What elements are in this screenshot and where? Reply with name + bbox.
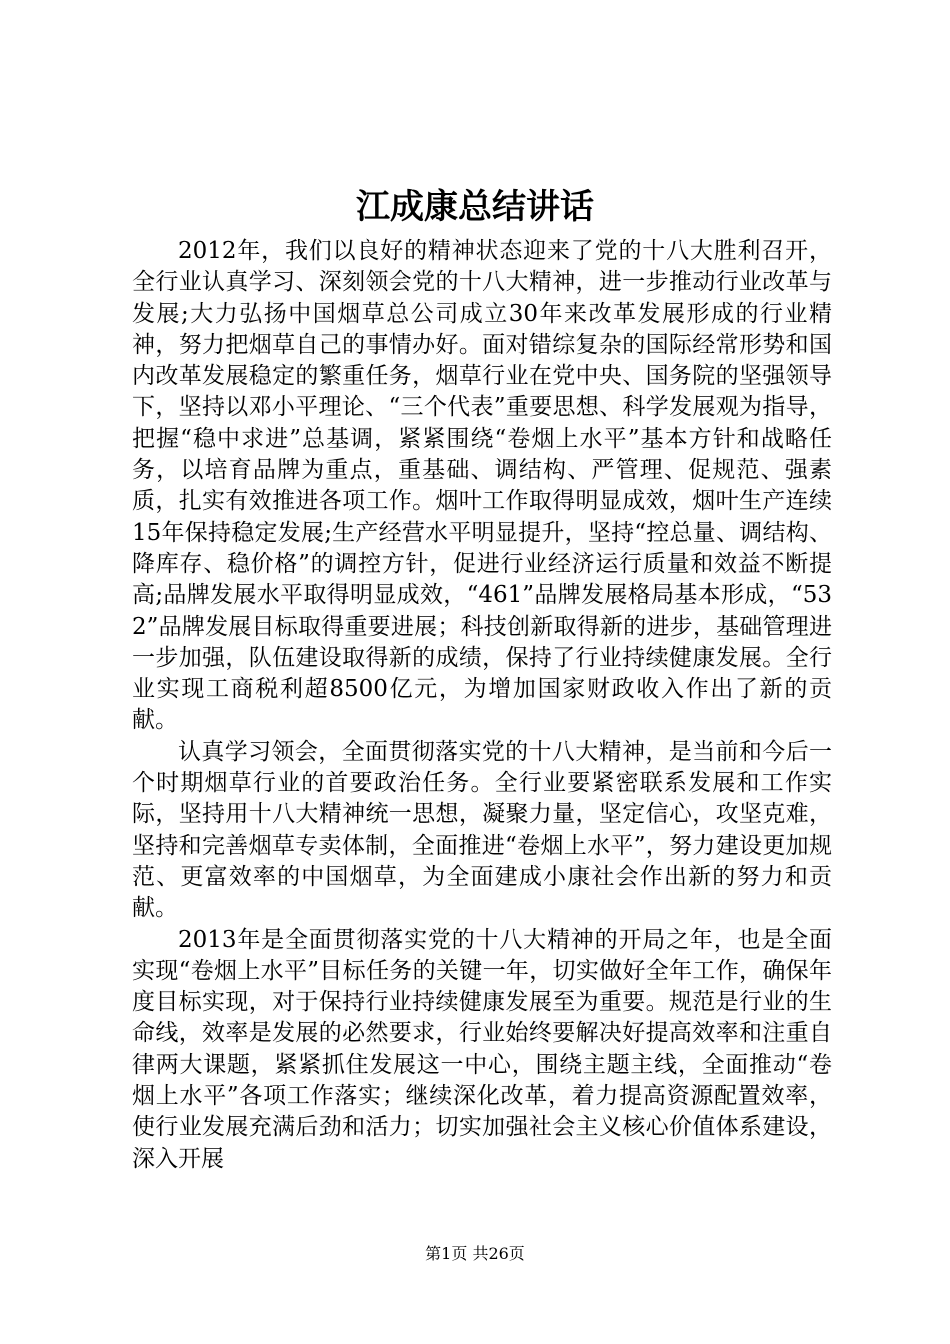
document-body [132,236,832,1175]
document-title: 江成康总结讲话 [356,187,594,227]
paragraph-3: 2013年是全面贯彻落实党的十八大精神的开局之年，也是全面实现“卷烟上水平”目标任务的关键一年，切实做好全年工作，确保年度目标实现，对于保持行业持续健康发展至为重要。规范是行业的生命线，效率是发展的必然要求，行业始终要解决好提高效率和注重自律两大课题，紧紧抓住发展这一中心，围绕主题主线，全面推动“卷烟上水平”各项工作落实；继续深化改革，着力提高资源配置效率，使行业发展充满后劲和活力；切实加强社会主义核心价值体系建设，深入开展 [132,926,832,1172]
paragraph-2: 认真学习领会，全面贯彻落实党的十八大精神，是当前和今后一个时期烟草行业的首要政治任务。全行业要紧密联系发展和工作实际，坚持用十八大精神统一思想，凝聚力量，坚定信心，攻坚克难，坚持和完善烟草专卖体制，全面推进“卷烟上水平”，努力建设更加规范、更富效率的中国烟草，为全面建成小康社会作出新的努力和贡献。 [132,738,832,922]
page-number-footer: 第1页 共26页 [425,1244,525,1263]
paragraph-1: 2012年，我们以良好的精神状态迎来了党的十八大胜利召开，全行业认真学习、深刻领会党的十八大精神，进一步推动行业改革与发展;大力弘扬中国烟草总公司成立30年来改革发展形成的行业精神，努力把烟草自己的事情办好。面对错综复杂的国际经常形势和国内改革发展稳定的繁重任务，烟草行业在党中央、国务院的坚强领导下，坚持以邓小平理论、“三个代表”重要思想、科学发展观为指导，把握“稳中求进”总基调，紧紧围绕“卷烟上水平”基本方针和战略任务，以培育品牌为重点，重基础、调结构、严管理、促规范、强素质，扎实有效推进各项工作。烟叶工作取得明显成效，烟叶生产连续15年保持稳定发展;生产经营水平明显提升，坚持“控总量、调结构、降库存、稳价格”的调控方针，促进行业经济运行质量和效益不断提高;品牌发展水平取得明显成效，“461”品牌发展格局基本形成，“532”品牌发展目标取得重要进展；科技创新取得新的进步，基础管理进一步加强，队伍建设取得新的成绩，保持了行业持续健康发展。全行业实现工商税利超8500亿元，为增加国家财政收入作出了新的贡献。 [132,238,832,734]
